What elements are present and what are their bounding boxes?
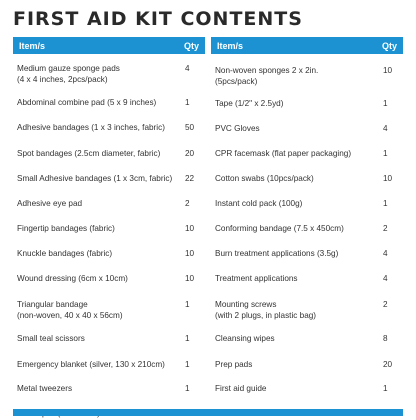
item-qty: 1 — [185, 384, 190, 393]
item-qty: 1 — [185, 360, 190, 369]
table-row — [13, 224, 205, 235]
item-name: Small Adhesive bandages (1 x 3cm, fabric) — [17, 174, 173, 183]
item-qty: 4 — [383, 124, 388, 133]
left-table-header — [13, 37, 205, 54]
item-name: Adhesive eye pad — [17, 199, 83, 208]
item-qty: 8 — [383, 334, 388, 343]
table-row — [13, 334, 205, 345]
item-name: Treatment applications — [215, 274, 298, 283]
table-row — [13, 64, 205, 85]
qty-column-header: Qty — [183, 40, 199, 51]
table-row — [13, 274, 205, 285]
item-name: Small teal scissors — [17, 334, 85, 343]
item-qty: 10 — [185, 249, 195, 258]
right-table-header — [211, 37, 403, 54]
item-name: First aid guide — [215, 384, 267, 393]
table-row — [211, 300, 403, 321]
table-row — [211, 149, 403, 160]
table-row — [211, 199, 403, 210]
item-qty: 20 — [185, 149, 195, 158]
item-qty: 2 — [185, 199, 190, 208]
table-row — [211, 360, 403, 371]
item-qty: 22 — [185, 174, 195, 183]
item-name: Non-woven sponges 2 x 2in. (5pcs/pack) — [215, 66, 319, 86]
item-name: Spot bandages (2.5cm diameter, fabric) — [17, 149, 161, 158]
bottom-accent-bar — [13, 409, 403, 416]
item-name: Tape (1/2" x 2.5yd) — [215, 99, 284, 108]
table-row — [211, 99, 403, 110]
item-name: Fingertip bandages (fabric) — [17, 224, 115, 233]
item-qty: 2 — [383, 300, 388, 309]
item-name: Adhesive bandages (1 x 3 inches, fabric) — [17, 123, 165, 132]
table-row — [13, 384, 205, 395]
item-name: Mounting screws (with 2 plugs, in plastic bag) — [215, 300, 317, 320]
table-row — [211, 274, 403, 285]
item-name: Metal tweezers — [17, 384, 73, 393]
item-column-header: Item/s — [19, 40, 46, 51]
item-name: Burn treatment applications (3.5g) — [215, 249, 339, 258]
item-name: Wound dressing (6cm x 10cm) — [17, 274, 128, 283]
item-qty: 10 — [383, 174, 393, 183]
table-row — [211, 124, 403, 135]
item-qty: 10 — [185, 274, 195, 283]
item-name: Abdominal combine pad (5 x 9 inches) — [17, 98, 157, 107]
item-name: Conforming bandage (7.5 x 450cm) — [215, 224, 344, 233]
item-name: Emergency blanket (silver, 130 x 210cm) — [17, 360, 165, 369]
item-qty: 50 — [185, 123, 195, 132]
item-name: CPR facemask (flat paper packaging) — [215, 149, 352, 158]
item-name: PVC Gloves — [215, 124, 260, 133]
item-qty: 10 — [185, 224, 195, 233]
table-row — [211, 384, 403, 395]
item-name: Medium gauze sponge pads (4 x 4 inches, 2pcs/pack) — [17, 64, 120, 84]
table-row — [13, 199, 205, 210]
item-qty: 20 — [383, 360, 393, 369]
item-qty: 1 — [185, 98, 190, 107]
item-qty: 1 — [185, 334, 190, 343]
item-column-header: Item/s — [217, 40, 244, 51]
table-row — [13, 360, 205, 371]
left-table — [13, 37, 205, 393]
item-qty: 1 — [383, 149, 388, 158]
table-row — [13, 123, 205, 134]
item-name: Knuckle bandages (fabric) — [17, 249, 113, 258]
table-row — [211, 334, 403, 345]
item-qty: 1 — [383, 99, 388, 108]
table-row — [211, 249, 403, 260]
item-name: Triangular bandage (non-woven, 40 x 40 x 56cm) — [17, 300, 123, 320]
item-qty: 4 — [383, 274, 388, 283]
page-title: FIRST AID KIT CONTENTS — [13, 8, 303, 30]
table-row — [211, 174, 403, 185]
item-qty: 1 — [185, 300, 190, 309]
table-row — [13, 174, 205, 185]
item-name: Prep pads — [215, 360, 253, 369]
table-row — [13, 300, 205, 321]
item-name: Cleansing wipes — [215, 334, 275, 343]
table-row — [13, 98, 205, 109]
right-table — [211, 37, 403, 393]
table-row — [211, 224, 403, 235]
item-qty: 1 — [383, 384, 388, 393]
item-qty: 4 — [383, 249, 388, 258]
table-row — [13, 149, 205, 160]
qty-column-header: Qty — [381, 40, 397, 51]
item-name: Cotton swabs (10pcs/pack) — [215, 174, 314, 183]
item-qty: 1 — [383, 199, 388, 208]
item-qty: 4 — [185, 64, 190, 73]
item-qty: 10 — [383, 66, 393, 75]
table-row — [211, 66, 403, 87]
item-qty: 2 — [383, 224, 388, 233]
table-row — [13, 249, 205, 260]
item-name: Instant cold pack (100g) — [215, 199, 303, 208]
